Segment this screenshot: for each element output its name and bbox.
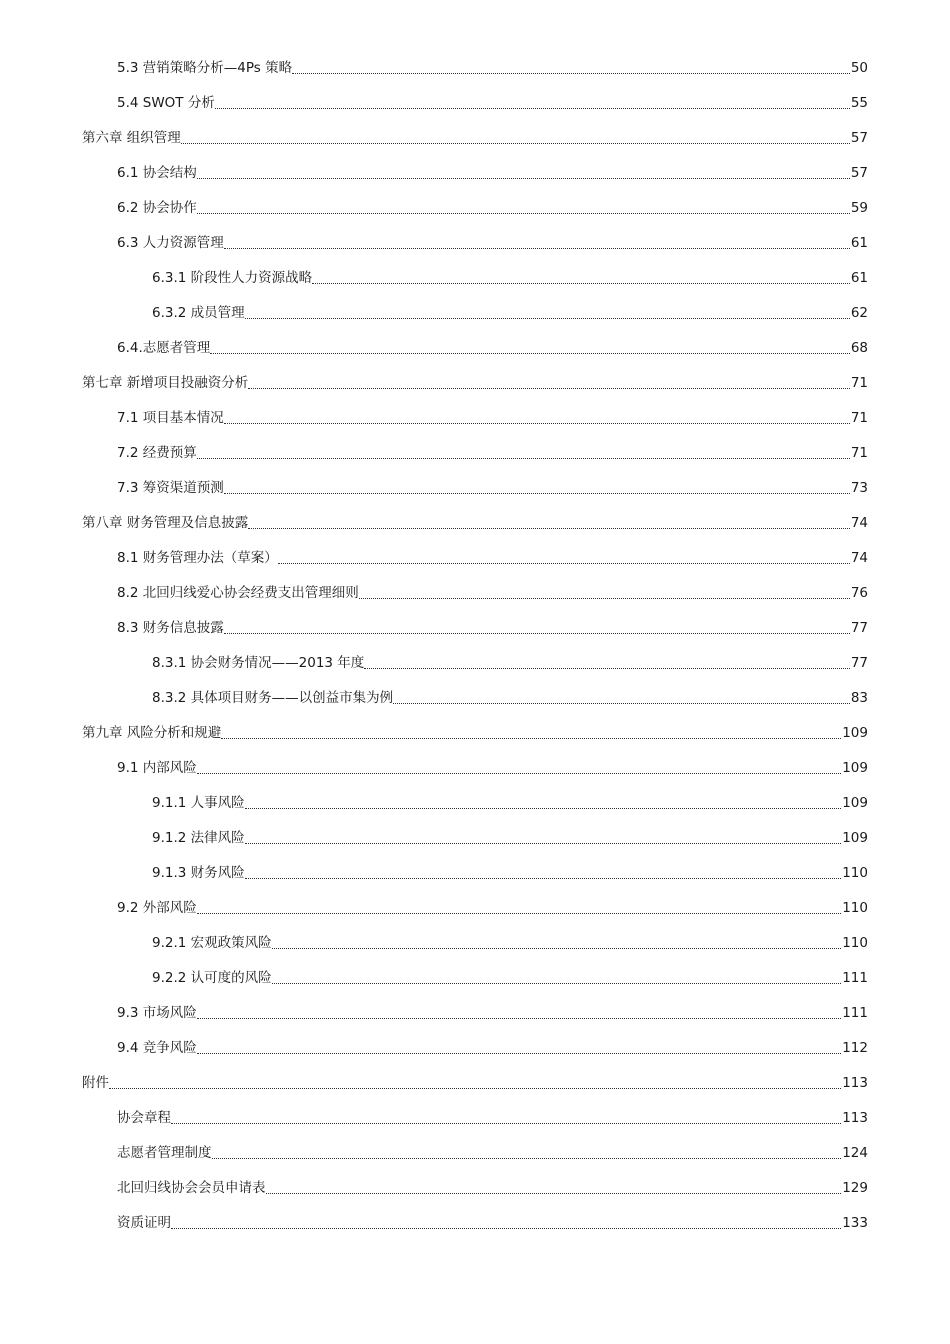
toc-entry-page-number: 113 [842, 1075, 868, 1091]
toc-dot-leader [248, 388, 850, 389]
toc-entry[interactable] [0, 261, 950, 296]
toc-dot-leader [245, 808, 842, 809]
toc-dot-leader [292, 73, 850, 74]
toc-entry-title: 9.4 竞争风险 [117, 1040, 197, 1056]
toc-entry[interactable] [0, 646, 950, 681]
toc-entry-page-number: 109 [842, 830, 868, 846]
toc-entry[interactable] [0, 751, 950, 786]
toc-entry-title: 7.2 经费预算 [117, 445, 197, 461]
toc-dot-leader [245, 843, 842, 844]
toc-entry-page-number: 109 [842, 725, 868, 741]
toc-dot-leader [272, 983, 842, 984]
toc-dot-leader [224, 633, 850, 634]
toc-dot-leader [181, 143, 850, 144]
toc-entry-title: 9.3 市场风险 [117, 1005, 197, 1021]
toc-entry[interactable] [0, 716, 950, 751]
toc-entry[interactable] [0, 961, 950, 996]
toc-dot-leader [272, 948, 842, 949]
toc-entry-title: 8.1 财务管理办法（草案） [117, 550, 278, 566]
toc-dot-leader [109, 1088, 841, 1089]
toc-entry-title: 协会章程 [117, 1110, 171, 1126]
toc-entry-title: 第八章 财务管理及信息披露 [82, 515, 249, 531]
toc-dot-leader [212, 1158, 842, 1159]
toc-dot-leader [393, 703, 850, 704]
toc-dot-leader [197, 773, 841, 774]
toc-dot-leader [210, 353, 850, 354]
toc-entry-page-number: 57 [850, 130, 868, 146]
toc-entry-title: 9.1.1 人事风险 [152, 795, 245, 811]
toc-dot-leader [364, 668, 850, 669]
toc-entry[interactable] [0, 1206, 950, 1241]
toc-entry-page-number: 62 [850, 305, 868, 321]
toc-dot-leader [197, 1053, 841, 1054]
toc-entry-title: 8.3 财务信息披露 [117, 620, 224, 636]
toc-entry-page-number: 77 [850, 655, 868, 671]
toc-entry-page-number: 71 [850, 410, 868, 426]
toc-entry[interactable] [0, 1136, 950, 1171]
toc-entry-page-number: 50 [850, 60, 868, 76]
toc-entry-page-number: 74 [850, 515, 868, 531]
toc-dot-leader [197, 913, 841, 914]
toc-entry-title: 9.2.1 宏观政策风险 [152, 935, 272, 951]
toc-dot-leader [171, 1123, 841, 1124]
toc-entry[interactable] [0, 401, 950, 436]
toc-entry-title: 6.3 人力资源管理 [117, 235, 224, 251]
toc-entry-title: 志愿者管理制度 [117, 1145, 212, 1161]
toc-entry-title: 9.1 内部风险 [117, 760, 197, 776]
toc-entry-title: 6.1 协会结构 [117, 165, 197, 181]
toc-entry-title: 7.1 项目基本情况 [117, 410, 224, 426]
toc-entry-page-number: 133 [842, 1215, 868, 1231]
toc-dot-leader [171, 1228, 841, 1229]
toc-entry-title: 5.4 SWOT 分析 [117, 95, 215, 111]
toc-entry-page-number: 57 [850, 165, 868, 181]
toc-entry[interactable] [0, 226, 950, 261]
toc-entry[interactable] [0, 366, 950, 401]
toc-entry-title: 6.4.志愿者管理 [117, 340, 211, 356]
toc-entry[interactable] [0, 926, 950, 961]
toc-entry-page-number: 59 [850, 200, 868, 216]
toc-entry-page-number: 77 [850, 620, 868, 636]
toc-entry-page-number: 110 [842, 900, 868, 916]
toc-entry[interactable] [0, 331, 950, 366]
toc-entry-page-number: 83 [850, 690, 868, 706]
toc-dot-leader [224, 493, 850, 494]
toc-entry-page-number: 74 [850, 550, 868, 566]
toc-entry[interactable] [0, 681, 950, 716]
toc-entry-title: 7.3 筹资渠道预测 [117, 480, 224, 496]
toc-entry-page-number: 76 [850, 585, 868, 601]
toc-entry-title: 9.1.3 财务风险 [152, 865, 245, 881]
toc-entry-title: 8.2 北回归线爱心协会经费支出管理细则 [117, 585, 359, 601]
toc-entry[interactable] [0, 471, 950, 506]
toc-entry-title: 北回归线协会会员申请表 [117, 1180, 266, 1196]
toc-entry[interactable] [0, 1101, 950, 1136]
toc-entry[interactable] [0, 1066, 950, 1101]
toc-entry[interactable] [0, 121, 950, 156]
toc-entry-page-number: 109 [842, 760, 868, 776]
toc-dot-leader [266, 1193, 842, 1194]
toc-dot-leader [245, 318, 850, 319]
toc-entry[interactable] [0, 541, 950, 576]
toc-entry-page-number: 109 [842, 795, 868, 811]
toc-entry-title: 8.3.1 协会财务情况——2013 年度 [152, 655, 365, 671]
toc-dot-leader [312, 283, 850, 284]
toc-entry-title: 9.2 外部风险 [117, 900, 197, 916]
toc-entry-title: 第九章 风险分析和规避 [82, 725, 222, 741]
toc-dot-leader [248, 528, 850, 529]
toc-dot-leader [197, 458, 850, 459]
toc-entry[interactable] [0, 1031, 950, 1066]
toc-entry[interactable] [0, 856, 950, 891]
toc-entry-title: 9.1.2 法律风险 [152, 830, 245, 846]
toc-entry-page-number: 68 [850, 340, 868, 356]
toc-entry-page-number: 113 [842, 1110, 868, 1126]
toc-entry[interactable] [0, 436, 950, 471]
toc-entry[interactable] [0, 51, 950, 86]
toc-entry[interactable] [0, 156, 950, 191]
table-of-contents [0, 51, 950, 1241]
toc-entry[interactable] [0, 86, 950, 121]
toc-dot-leader [215, 108, 850, 109]
toc-dot-leader [224, 423, 850, 424]
toc-entry-page-number: 111 [842, 1005, 868, 1021]
toc-entry-page-number: 71 [850, 445, 868, 461]
toc-entry-title: 第七章 新增项目投融资分析 [82, 375, 249, 391]
toc-entry[interactable] [0, 296, 950, 331]
toc-entry-page-number: 112 [842, 1040, 868, 1056]
toc-dot-leader [359, 598, 850, 599]
toc-entry-title: 5.3 营销策略分析—4Ps 策略 [117, 60, 293, 76]
toc-entry-title: 8.3.2 具体项目财务——以创益市集为例 [152, 690, 394, 706]
toc-entry-page-number: 111 [842, 970, 868, 986]
toc-entry-title: 第六章 组织管理 [82, 130, 181, 146]
toc-dot-leader [197, 1018, 841, 1019]
toc-entry-title: 资质证明 [117, 1215, 171, 1231]
toc-entry-title: 6.3.2 成员管理 [152, 305, 245, 321]
toc-entry-page-number: 55 [850, 95, 868, 111]
toc-dot-leader [278, 563, 850, 564]
toc-entry[interactable] [0, 786, 950, 821]
toc-entry-page-number: 61 [850, 270, 868, 286]
toc-entry[interactable] [0, 891, 950, 926]
toc-dot-leader [221, 738, 841, 739]
toc-entry[interactable] [0, 576, 950, 611]
toc-entry-page-number: 124 [842, 1145, 868, 1161]
toc-entry[interactable] [0, 1171, 950, 1206]
toc-dot-leader [197, 178, 850, 179]
toc-entry-page-number: 71 [850, 375, 868, 391]
toc-entry-title: 9.2.2 认可度的风险 [152, 970, 272, 986]
toc-entry-page-number: 110 [842, 865, 868, 881]
toc-entry-page-number: 110 [842, 935, 868, 951]
toc-entry[interactable] [0, 821, 950, 856]
toc-entry-title: 6.3.1 阶段性人力资源战略 [152, 270, 313, 286]
toc-entry[interactable] [0, 191, 950, 226]
toc-entry[interactable] [0, 506, 950, 541]
toc-entry-title: 6.2 协会协作 [117, 200, 197, 216]
toc-entry[interactable] [0, 996, 950, 1031]
toc-dot-leader [197, 213, 850, 214]
toc-entry-page-number: 61 [850, 235, 868, 251]
toc-dot-leader [224, 248, 850, 249]
toc-entry-page-number: 73 [850, 480, 868, 496]
toc-entry[interactable] [0, 611, 950, 646]
toc-entry-page-number: 129 [842, 1180, 868, 1196]
toc-entry-title: 附件 [82, 1075, 109, 1091]
toc-dot-leader [245, 878, 842, 879]
